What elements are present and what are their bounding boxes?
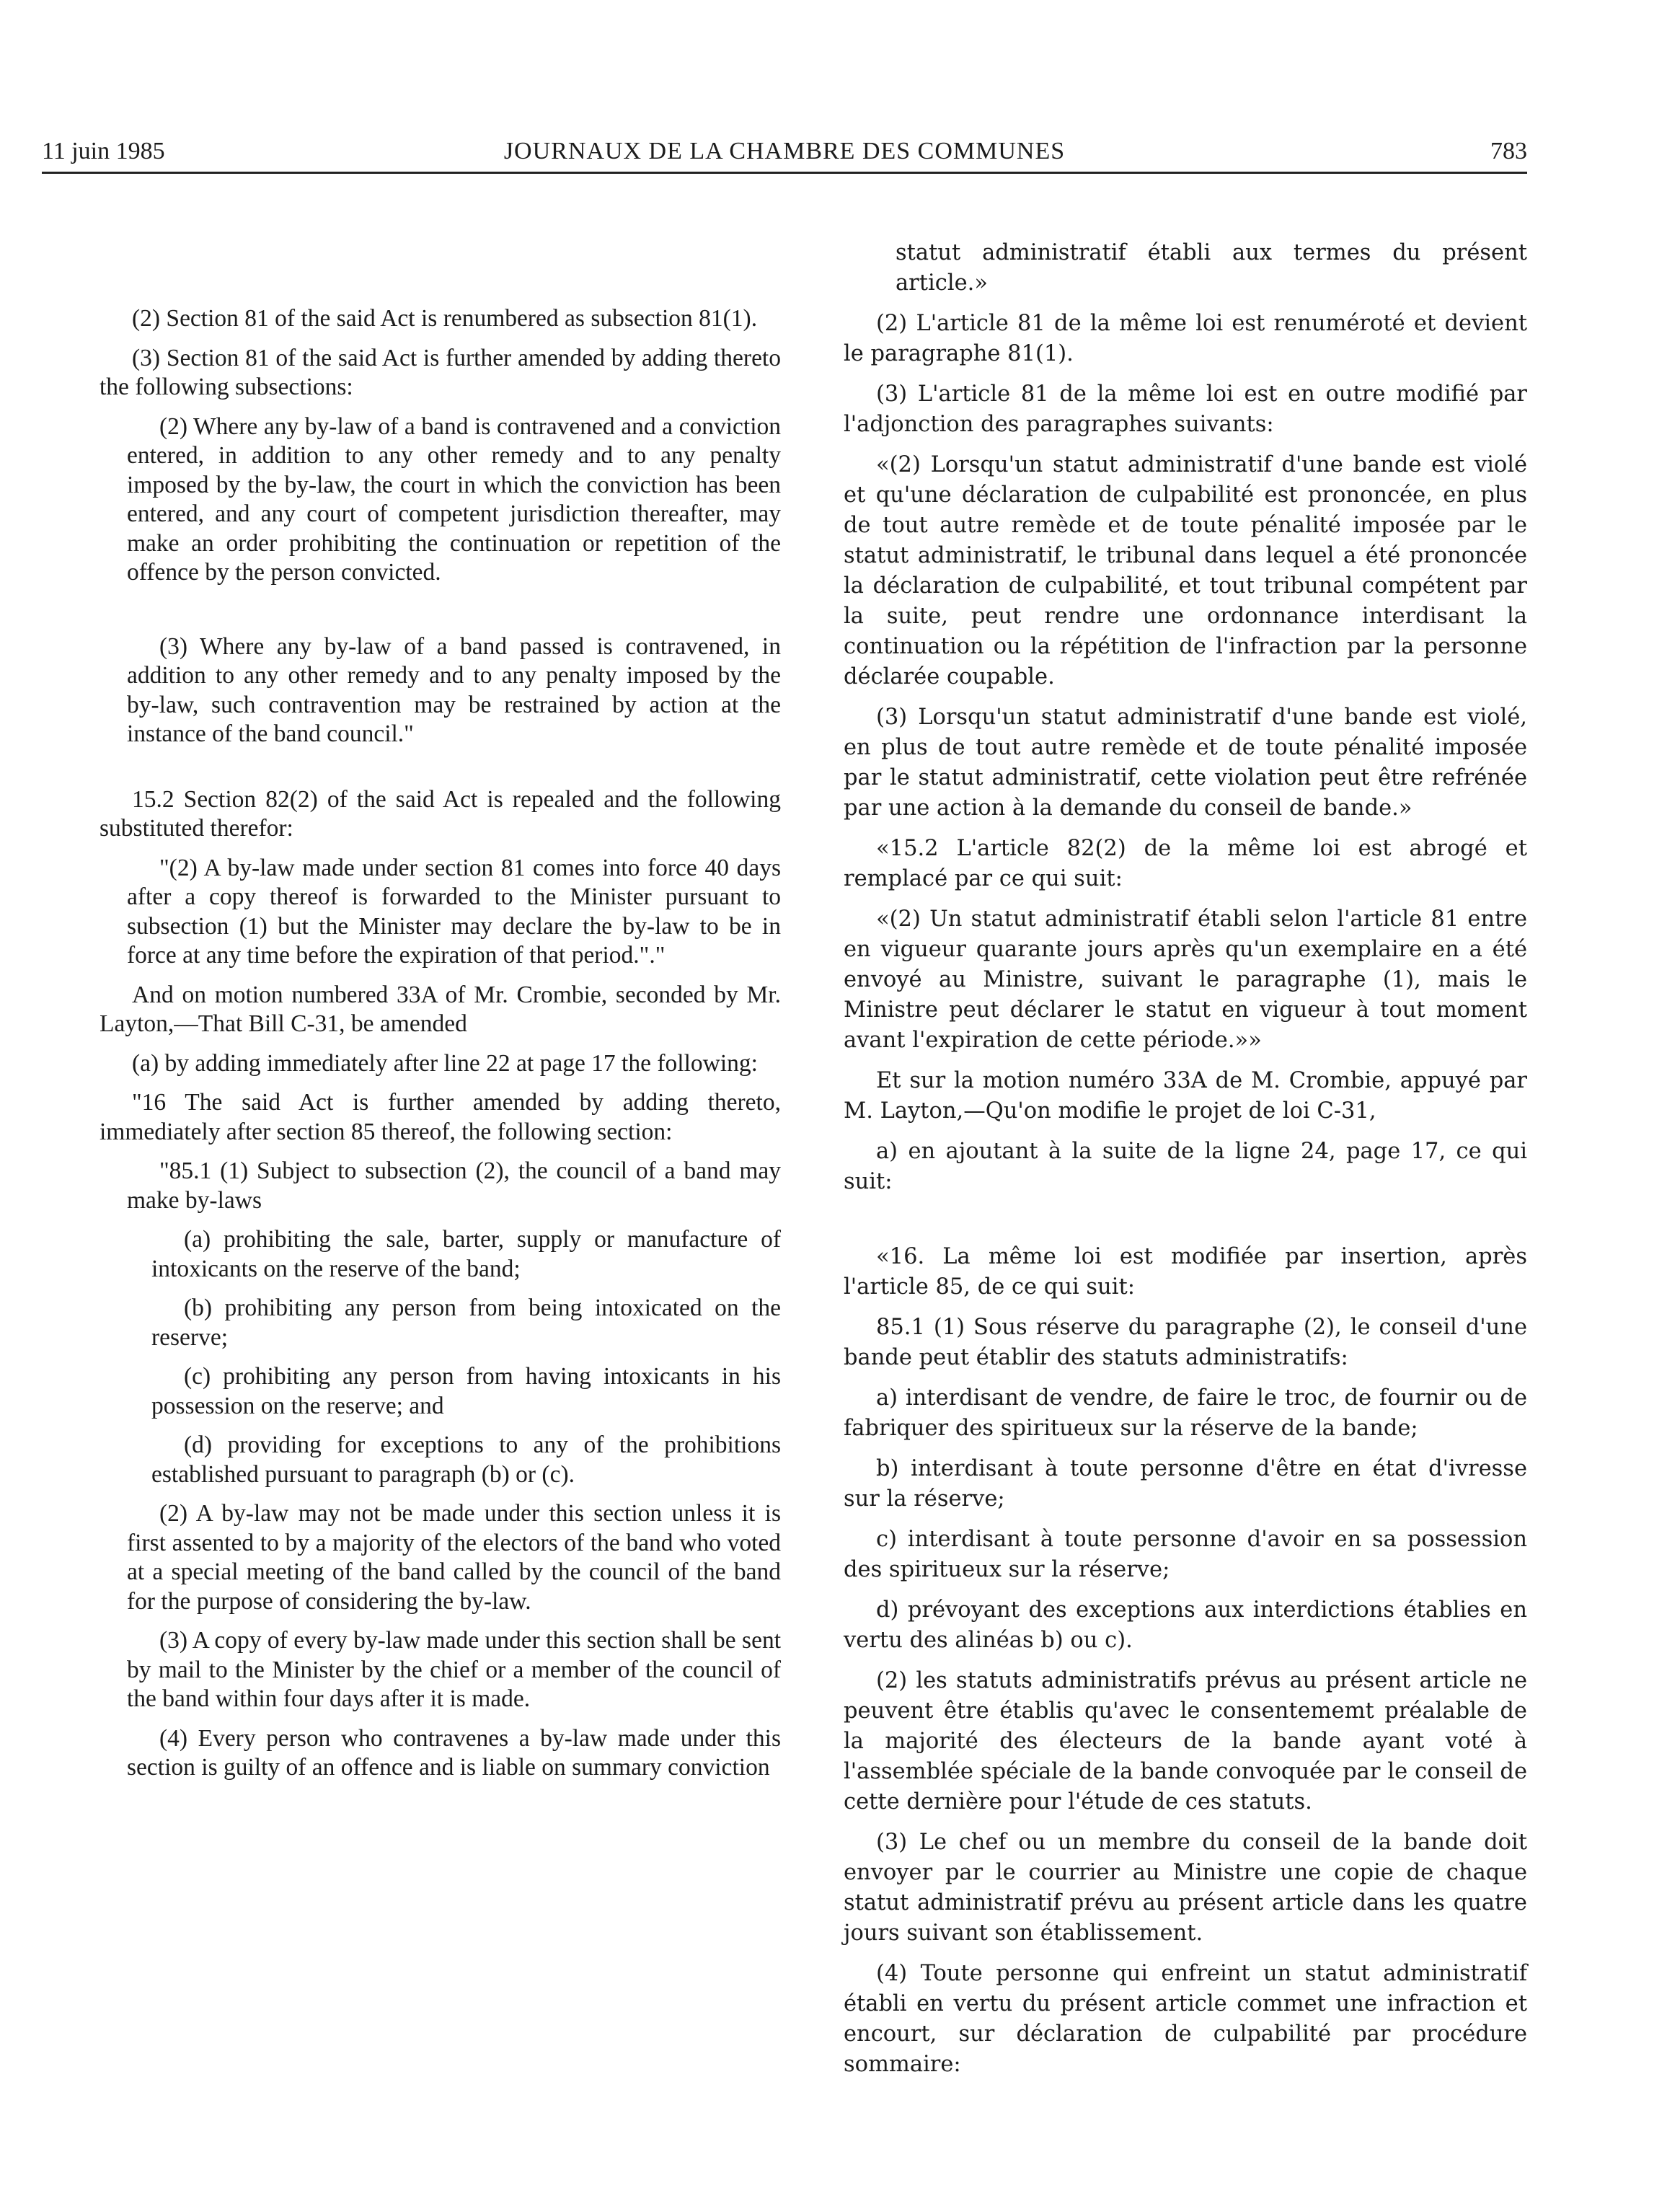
journal-title: JOURNAUX DE LA CHAMBRE DES COMMUNES [503, 138, 1066, 164]
en-paragraph: (2) Section 81 of the said Act is renumbered as subsection 81(1). [132, 305, 758, 332]
en-paragraph: And on motion numbered 33A of Mr. Crombie, seconded by Mr. Layton,—That Bill C-31, be amended [100, 981, 781, 1037]
fr-paragraph: (2) les statuts administratifs prévus au présent article ne peuvent être établis qu'avec le consentememt préalable de la majorité des électeurs de la bande ayant voté à l'assemblée spéciale de la bande convoquée par le conseil de cette dernière pour l'étude de ces statuts. [844, 1668, 1527, 1814]
page-number: 783 [1490, 138, 1527, 164]
fr-paragraph: «(2) Lorsqu'un statut administratif d'une bande est violé et qu'une déclaration de culpabilité est prononcée, en plus de tout autre remède et de toute pénalité imposée par le statut administratif, le tribunal dans lequel a été prononcée la déclaration de culpabilité, et tout tribunal compétent par la suite, peut rendre une ordonnance interdisant la continuation ou la répétition de l'infraction par la personne déclarée coupable. [844, 452, 1527, 689]
fr-paragraph: «15.2 L'article 82(2) de la même loi est abrogé et remplacé par ce qui suit: [844, 836, 1527, 891]
en-paragraph: (4) Every person who contravenes a by-law made under this section is guilty of an offence and is liable on summary conviction [127, 1724, 781, 1781]
fr-paragraph: a) interdisant de vendre, de faire le troc, de fournir ou de fabriquer des spiritueux sur la réserve de la bande; [844, 1385, 1527, 1441]
fr-paragraph: b) interdisant à toute personne d'être en état d'ivresse sur la réserve; [844, 1456, 1527, 1512]
fr-paragraph: (4) Toute personne qui enfreint un statut administratif établi en vertu du présent article commet une infraction et encourt, sur déclaration de culpabilité par procédure sommaire: [844, 1961, 1527, 2077]
en-paragraph: (2) A by-law may not be made under this section unless it is first assented to by a majority of the electors of the band who voted at a special meeting of the band called by the council of the band for the purpose of considering the by-law. [127, 1500, 781, 1615]
fr-paragraph: (2) L'article 81 de la même loi est renuméroté et devient le paragraphe 81(1). [844, 311, 1527, 366]
fr-paragraph: c) interdisant à toute personne d'avoir en sa possession des spiritueux sur la réserve; [844, 1527, 1527, 1582]
en-paragraph: (c) prohibiting any person from having intoxicants in his possession on the reserve; and [151, 1363, 781, 1419]
fr-paragraph: d) prévoyant des exceptions aux interdictions établies en vertu des alinéas b) ou c). [844, 1597, 1527, 1653]
fr-paragraph: Et sur la motion numéro 33A de M. Crombie, appuyé par M. Layton,—Qu'on modifie le projet de loi C-31, [844, 1068, 1527, 1124]
en-paragraph: (b) prohibiting any person from being intoxicated on the reserve; [151, 1295, 781, 1351]
en-paragraph: (a) prohibiting the sale, barter, supply or manufacture of intoxicants on the reserve of the band; [151, 1226, 781, 1282]
en-paragraph: "85.1 (1) Subject to subsection (2), the council of a band may make by-laws [127, 1157, 781, 1214]
en-paragraph: (3) Where any by-law of a band passed is contravened, in addition to any other remedy and to any penalty imposed by the by-law, such contravention may be restrained by action at the instance of the band council." [127, 632, 781, 747]
fr-paragraph: (3) L'article 81 de la même loi est en outre modifié par l'adjonction des paragraphes suivants: [844, 382, 1527, 437]
en-paragraph: (2) Where any by-law of a band is contravened and a conviction entered, in addition to any other remedy and to any penalty imposed by the by-law, the court in which the conviction has been entered, and any court of competent jurisdiction thereafter, may make an order prohibiting the continuation or repetition of the offence by the person convicted. [127, 413, 781, 586]
en-paragraph: (3) A copy of every by-law made under this section shall be sent by mail to the Minister by the chief or a member of the council of the band within four days after it is made. [127, 1627, 781, 1712]
french-column [844, 238, 1527, 2090]
fr-paragraph: «(2) Un statut administratif établi selon l'article 81 entre en vigueur quarante jours après qu'un exemplaire en a été envoyé au Ministre, suivant le paragraphe (1), mais le Ministre peut déclarer le statut en vigueur à tout moment avant l'expiration de cette période.»» [844, 907, 1527, 1053]
header-date: 11 juin 1985 [42, 138, 165, 164]
en-paragraph: (d) providing for exceptions to any of the prohibitions established pursuant to paragraph (b) or (c). [151, 1432, 781, 1488]
fr-paragraph: 85.1 (1) Sous réserve du paragraphe (2), le conseil d'une bande peut établir des statuts administratifs: [844, 1315, 1527, 1370]
en-paragraph: (3) Section 81 of the said Act is further amended by adding thereto the following subsections: [100, 344, 781, 400]
fr-paragraph: statut administratif établi aux termes du présent article.» [896, 240, 1527, 296]
running-header [42, 136, 1527, 174]
fr-paragraph: «16. La même loi est modifiée par insertion, après l'article 85, de ce qui suit: [844, 1244, 1527, 1300]
english-column [100, 238, 781, 1793]
en-paragraph: "16 The said Act is further amended by adding thereto, immediately after section 85 thereof, the following section: [100, 1089, 781, 1145]
fr-paragraph: a) en ajoutant à la suite de la ligne 24, page 17, ce qui suit: [844, 1139, 1527, 1194]
en-paragraph: 15.2 Section 82(2) of the said Act is repealed and the following substituted therefor: [100, 785, 781, 842]
en-paragraph: (a) by adding immediately after line 22 at page 17 the following: [132, 1049, 758, 1077]
en-paragraph: "(2) A by-law made under section 81 comes into force 40 days after a copy thereof is forwarded to the Minister pursuant to subsection (1) but the Minister may declare the by-law to be in force at any time before the expiration of that period."." [127, 854, 781, 969]
fr-paragraph: (3) Le chef ou un membre du conseil de la bande doit envoyer par le courrier au Ministre une copie de chaque statut administratif prévu au présent article dans les quatre jours suivant son établissement. [844, 1830, 1527, 1946]
fr-paragraph: (3) Lorsqu'un statut administratif d'une bande est violé, en plus de tout autre remède et de toute pénalité imposée par le statut administratif, cette violation peut être refrénée par une action à la demande du conseil de bande.» [844, 705, 1527, 821]
